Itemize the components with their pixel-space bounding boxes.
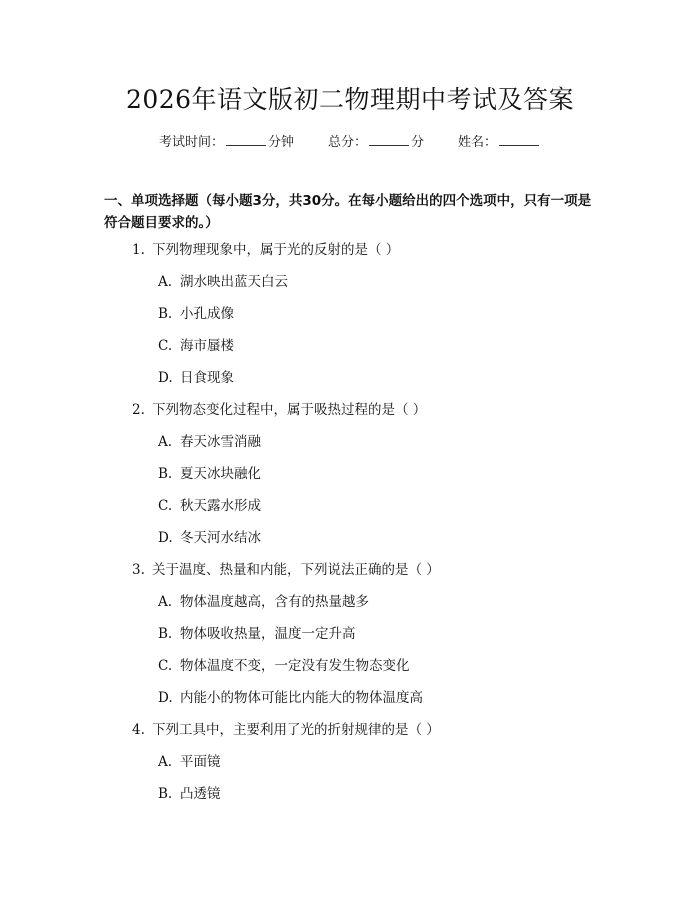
option-4b[interactable] [158, 784, 221, 804]
exam-time-blank[interactable] [226, 131, 266, 146]
option-3d[interactable] [158, 688, 423, 708]
option-2d[interactable] [158, 528, 261, 548]
option-text: 内能小的物体可能比内能大的物体温度高 [180, 690, 423, 706]
option-text: 冬天河水结冰 [180, 530, 261, 546]
option-3a[interactable] [158, 592, 369, 612]
option-2b[interactable] [158, 464, 261, 484]
option-text: 日食现象 [180, 370, 234, 386]
question-number: 4. [132, 722, 145, 738]
option-key: D. [158, 530, 173, 546]
option-4a[interactable] [158, 752, 221, 772]
option-key: A. [158, 274, 173, 290]
option-text: 物体温度越高，含有的热量越多 [180, 594, 369, 610]
exam-name-label: 姓名： [458, 135, 498, 150]
option-1b[interactable] [158, 304, 234, 324]
question-stem: 关于温度、热量和内能，下列说法正确的是（ ） [152, 562, 440, 578]
exam-time-label: 考试时间： [158, 135, 224, 150]
option-key: B. [158, 466, 173, 482]
exam-meta [0, 131, 700, 152]
exam-time [159, 131, 294, 152]
question-number: 3. [132, 562, 145, 578]
option-key: B. [158, 306, 173, 322]
exam-time-unit: 分钟 [267, 135, 294, 150]
option-text: 凸透镜 [180, 786, 221, 802]
question-3 [132, 560, 440, 580]
exam-score [328, 131, 424, 152]
question-2 [132, 400, 426, 420]
exam-name-blank[interactable] [499, 131, 539, 146]
question-4 [132, 720, 440, 740]
option-text: 物体吸收热量，温度一定升高 [180, 626, 356, 642]
option-key: C. [158, 338, 173, 354]
question-1 [132, 240, 399, 260]
option-1d[interactable] [158, 368, 234, 388]
option-3c[interactable] [158, 656, 410, 676]
option-text: 春天冰雪消融 [180, 434, 261, 450]
option-key: A. [158, 754, 173, 770]
option-key: D. [158, 690, 173, 706]
option-text: 小孔成像 [180, 306, 234, 322]
option-key: A. [158, 434, 173, 450]
option-2a[interactable] [158, 432, 261, 452]
exam-score-label: 总分： [327, 135, 367, 150]
question-number: 1. [132, 242, 145, 258]
option-text: 平面镜 [180, 754, 221, 770]
question-number: 2. [132, 402, 145, 418]
exam-score-unit: 分 [411, 135, 425, 150]
option-text: 夏天冰块融化 [180, 466, 261, 482]
option-text: 湖水映出蓝天白云 [180, 274, 288, 290]
question-stem: 下列物态变化过程中，属于吸热过程的是（ ） [152, 402, 427, 418]
exam-name [458, 131, 541, 152]
option-text: 海市蜃楼 [180, 338, 234, 354]
question-stem: 下列工具中，主要利用了光的折射规律的是（ ） [152, 722, 440, 738]
section-heading: 一、单项选择题（每小题3分，共30分。在每小题给出的四个选项中，只有一项是符合题目要求的。） [104, 193, 592, 231]
option-key: C. [158, 658, 173, 674]
option-key: B. [158, 626, 173, 642]
option-text: 秋天露水形成 [180, 498, 261, 514]
option-key: C. [158, 498, 173, 514]
option-key: A. [158, 594, 173, 610]
question-stem: 下列物理现象中，属于光的反射的是（ ） [152, 242, 400, 258]
option-key: D. [158, 370, 173, 386]
option-3b[interactable] [158, 624, 356, 644]
option-text: 物体温度不变，一定没有发生物态变化 [180, 658, 410, 674]
option-2c[interactable] [158, 496, 261, 516]
exam-title: 2026年语文版初二物理期中考试及答案 [125, 85, 575, 114]
option-key: B. [158, 786, 173, 802]
option-1c[interactable] [158, 336, 234, 356]
option-1a[interactable] [158, 272, 288, 292]
exam-score-blank[interactable] [369, 131, 409, 146]
